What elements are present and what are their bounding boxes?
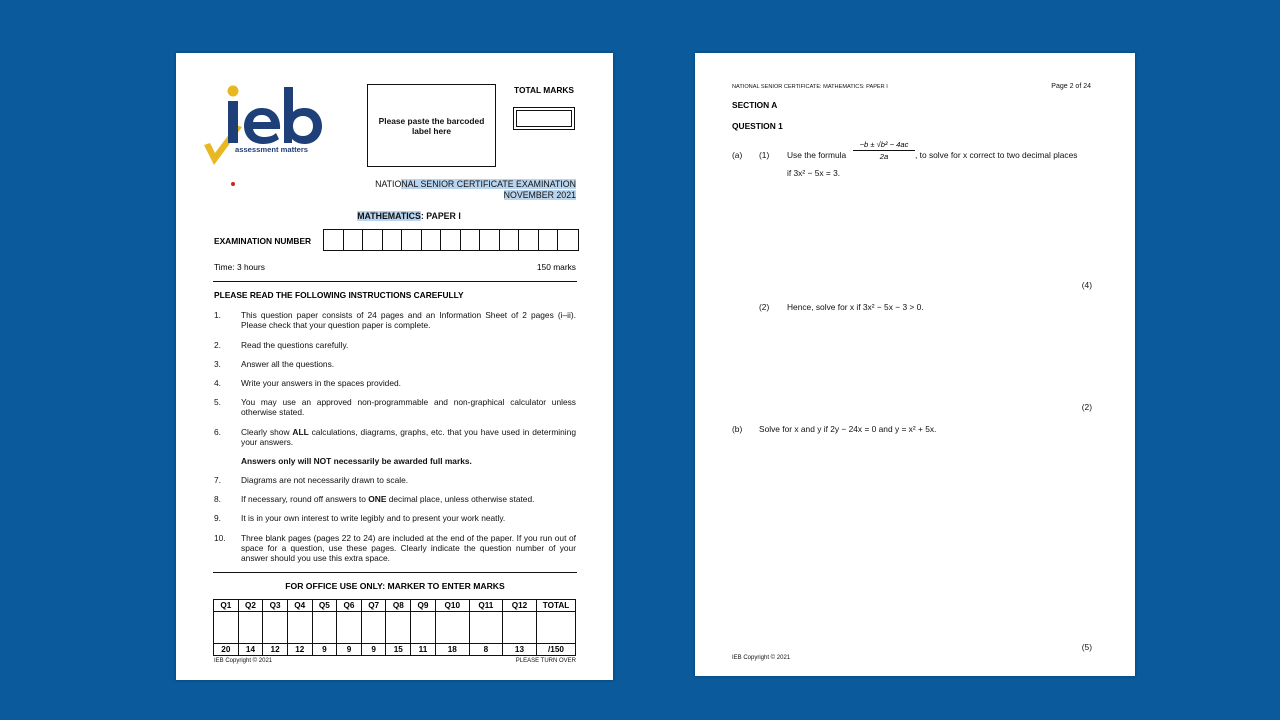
max-mark-cell: 12 bbox=[263, 644, 288, 656]
instruction-warning: Answers only will NOT necessarily be awarded full marks. bbox=[241, 456, 472, 466]
max-mark-cell: 14 bbox=[238, 644, 263, 656]
max-mark-cell: 20 bbox=[214, 644, 239, 656]
question-title: QUESTION 1 bbox=[732, 121, 783, 131]
mark-entry-cell[interactable] bbox=[361, 612, 386, 644]
max-mark-cell: 18 bbox=[435, 644, 469, 656]
mark-entry-cell[interactable] bbox=[411, 612, 436, 644]
mark-entry-cell[interactable] bbox=[337, 612, 362, 644]
instruction-text: Diagrams are not necessarily drawn to scale. bbox=[241, 475, 409, 485]
marks-table-header-row bbox=[214, 600, 576, 612]
logo-tagline: assessment matters bbox=[235, 145, 309, 154]
barcode-label-box bbox=[367, 84, 496, 167]
marks-header-cell: Q8 bbox=[386, 600, 411, 612]
instruction-text-part: If necessary, round off answers to bbox=[241, 494, 369, 504]
barcode-label-text: Please paste the barcoded label here bbox=[378, 115, 485, 136]
max-mark-cell: 13 bbox=[502, 644, 536, 656]
question-page bbox=[695, 53, 1135, 676]
mark-entry-cell[interactable] bbox=[312, 612, 337, 644]
mark-entry-cell[interactable] bbox=[435, 612, 469, 644]
instruction-text bbox=[241, 427, 576, 447]
marks-header-cell: Q3 bbox=[263, 600, 288, 612]
formula-denominator: 2a bbox=[879, 152, 889, 161]
instruction-text-part: decimal place, unless otherwise stated. bbox=[386, 494, 535, 504]
divider bbox=[213, 281, 577, 282]
exam-number-cell[interactable] bbox=[461, 230, 481, 250]
instructions-title: PLEASE READ THE FOLLOWING INSTRUCTIONS CAREFULLY bbox=[214, 290, 464, 300]
exam-number-grid[interactable] bbox=[323, 229, 579, 251]
max-mark-cell: 8 bbox=[469, 644, 502, 656]
instruction-text bbox=[241, 494, 576, 504]
copyright: IEB Copyright © 2021 bbox=[732, 655, 791, 661]
instruction-number: 8. bbox=[214, 494, 221, 504]
part-label: (b) bbox=[732, 424, 743, 434]
instruction-number: 3. bbox=[214, 359, 221, 369]
office-use-title: FOR OFFICE USE ONLY: MARKER TO ENTER MARKS bbox=[285, 581, 505, 591]
marks-header-cell: Q5 bbox=[312, 600, 337, 612]
question-text: , to solve for x correct to two decimal places bbox=[915, 150, 1078, 160]
instruction-emphasis: ONE bbox=[368, 494, 387, 504]
exam-number-cell[interactable] bbox=[344, 230, 364, 250]
marks-header-cell: Q1 bbox=[214, 600, 239, 612]
max-mark-cell: 11 bbox=[411, 644, 436, 656]
instruction-text-part: calculations, diagrams, graphs, etc. that you have used in determining your answers. bbox=[241, 427, 576, 447]
instruction-number: 10. bbox=[214, 533, 226, 543]
marks-header-cell: Q11 bbox=[469, 600, 502, 612]
section-title: SECTION A bbox=[732, 100, 778, 110]
formula-numerator: −b ± √b² − 4ac bbox=[853, 140, 915, 151]
instruction-number: 2. bbox=[214, 340, 221, 350]
marks-header-cell: Q7 bbox=[361, 600, 386, 612]
exam-date-text: NOVEMBER 2021 bbox=[503, 190, 576, 200]
exam-number-label: EXAMINATION NUMBER bbox=[214, 236, 312, 246]
max-mark-cell: 9 bbox=[361, 644, 386, 656]
max-mark-cell: 15 bbox=[386, 644, 411, 656]
mark-entry-cell[interactable] bbox=[537, 612, 576, 644]
page-number: Page 2 of 24 bbox=[1051, 83, 1091, 90]
max-marks-row bbox=[214, 644, 576, 656]
exam-number-cell[interactable] bbox=[383, 230, 403, 250]
marks-header-cell: TOTAL bbox=[537, 600, 576, 612]
instruction-text: Answer all the questions. bbox=[241, 359, 335, 369]
mark-allocation: (2) bbox=[1081, 402, 1092, 412]
question-text: Use the formula bbox=[787, 150, 847, 160]
red-dot-mark bbox=[231, 182, 235, 186]
mark-entry-cell[interactable] bbox=[214, 612, 239, 644]
marks-header-cell: Q2 bbox=[238, 600, 263, 612]
marks-entry-row bbox=[214, 612, 576, 644]
turn-over-note: PLEASE TURN OVER bbox=[515, 658, 576, 664]
instruction-emphasis: ALL bbox=[292, 427, 309, 437]
instruction-number: 9. bbox=[214, 513, 221, 523]
mark-entry-cell[interactable] bbox=[502, 612, 536, 644]
question-text: if 3x² − 5x = 3. bbox=[787, 168, 841, 178]
instruction-number: 4. bbox=[214, 378, 221, 388]
exam-number-cell[interactable] bbox=[539, 230, 559, 250]
mark-allocation: (5) bbox=[1081, 642, 1092, 652]
instruction-number: 6. bbox=[214, 427, 221, 437]
subpart-label: (2) bbox=[759, 302, 770, 312]
total-marks-value: 150 marks bbox=[536, 262, 576, 272]
subject-title bbox=[176, 211, 642, 221]
total-marks-inner-box bbox=[516, 110, 572, 127]
instruction-text: Three blank pages (pages 22 to 24) are included at the end of the paper. If you run out of space for a question, use these pages. Clearly indicate the question number of your answer should you use this extra space. bbox=[241, 533, 576, 563]
max-mark-cell: 12 bbox=[287, 644, 312, 656]
total-marks-label: TOTAL MARKS bbox=[513, 85, 575, 95]
exam-number-cell[interactable] bbox=[519, 230, 539, 250]
instruction-text: It is in your own interest to write legibly and to present your work neatly. bbox=[241, 513, 506, 523]
marks-header-cell: Q12 bbox=[502, 600, 536, 612]
mark-entry-cell[interactable] bbox=[263, 612, 288, 644]
mark-allocation: (4) bbox=[1081, 280, 1092, 290]
max-mark-cell: 9 bbox=[312, 644, 337, 656]
marks-header-cell: Q9 bbox=[411, 600, 436, 612]
exam-date bbox=[326, 190, 576, 200]
mark-entry-cell[interactable] bbox=[238, 612, 263, 644]
part-label: (a) bbox=[732, 150, 743, 160]
running-header: NATIONAL SENIOR CERTIFICATE: MATHEMATICS: PAPER I bbox=[732, 84, 888, 90]
instruction-number: 7. bbox=[214, 475, 221, 485]
marks-header-cell: Q6 bbox=[337, 600, 362, 612]
divider bbox=[213, 572, 577, 573]
question-text: Hence, solve for x if 3x² − 5x − 3 > 0. bbox=[787, 302, 924, 312]
exam-number-cell[interactable] bbox=[558, 230, 578, 250]
instruction-text: Read the questions carefully. bbox=[241, 340, 349, 350]
exam-number-cell[interactable] bbox=[363, 230, 383, 250]
instruction-number: 1. bbox=[214, 310, 221, 320]
exam-name-start: NATIO bbox=[375, 179, 402, 189]
max-mark-cell: 9 bbox=[337, 644, 362, 656]
max-mark-cell: /150 bbox=[537, 644, 576, 656]
mark-entry-cell[interactable] bbox=[287, 612, 312, 644]
subject-highlight: MATHEMATICS bbox=[357, 211, 421, 221]
instruction-text: Write your answers in the spaces provided. bbox=[241, 378, 401, 388]
exam-number-cell[interactable] bbox=[480, 230, 500, 250]
ieb-logo bbox=[200, 81, 330, 167]
instruction-text-part: Clearly show bbox=[241, 427, 293, 437]
instruction-text: You may use an approved non-programmable and non-graphical calculator unless otherwise stated. bbox=[241, 397, 576, 417]
exam-number-cell[interactable] bbox=[402, 230, 422, 250]
exam-number-cell[interactable] bbox=[422, 230, 442, 250]
marks-table bbox=[213, 599, 576, 656]
exam-name bbox=[326, 179, 576, 189]
subpart-label: (1) bbox=[759, 150, 770, 160]
cover-page bbox=[176, 53, 613, 680]
copyright: IEB Copyright © 2021 bbox=[214, 658, 273, 664]
quadratic-formula bbox=[853, 140, 915, 161]
mark-entry-cell[interactable] bbox=[469, 612, 502, 644]
exam-number-cell[interactable] bbox=[324, 230, 344, 250]
instruction-number: 5. bbox=[214, 397, 221, 407]
exam-number-cell[interactable] bbox=[500, 230, 520, 250]
exam-number-cell[interactable] bbox=[441, 230, 461, 250]
mark-entry-cell[interactable] bbox=[386, 612, 411, 644]
marks-header-cell: Q10 bbox=[435, 600, 469, 612]
question-text: Solve for x and y if 2y − 24x = 0 and y = x² + 5x. bbox=[759, 424, 937, 434]
instruction-text: This question paper consists of 24 pages and an Information Sheet of 2 pages (i–ii). Please check that your question paper is complete. bbox=[241, 310, 576, 330]
time-allowed: Time: 3 hours bbox=[214, 262, 265, 272]
exam-name-highlight: NAL SENIOR CERTIFICATE EXAMINATION bbox=[401, 179, 576, 189]
subject-rest: : PAPER I bbox=[420, 211, 461, 221]
marks-header-cell: Q4 bbox=[287, 600, 312, 612]
